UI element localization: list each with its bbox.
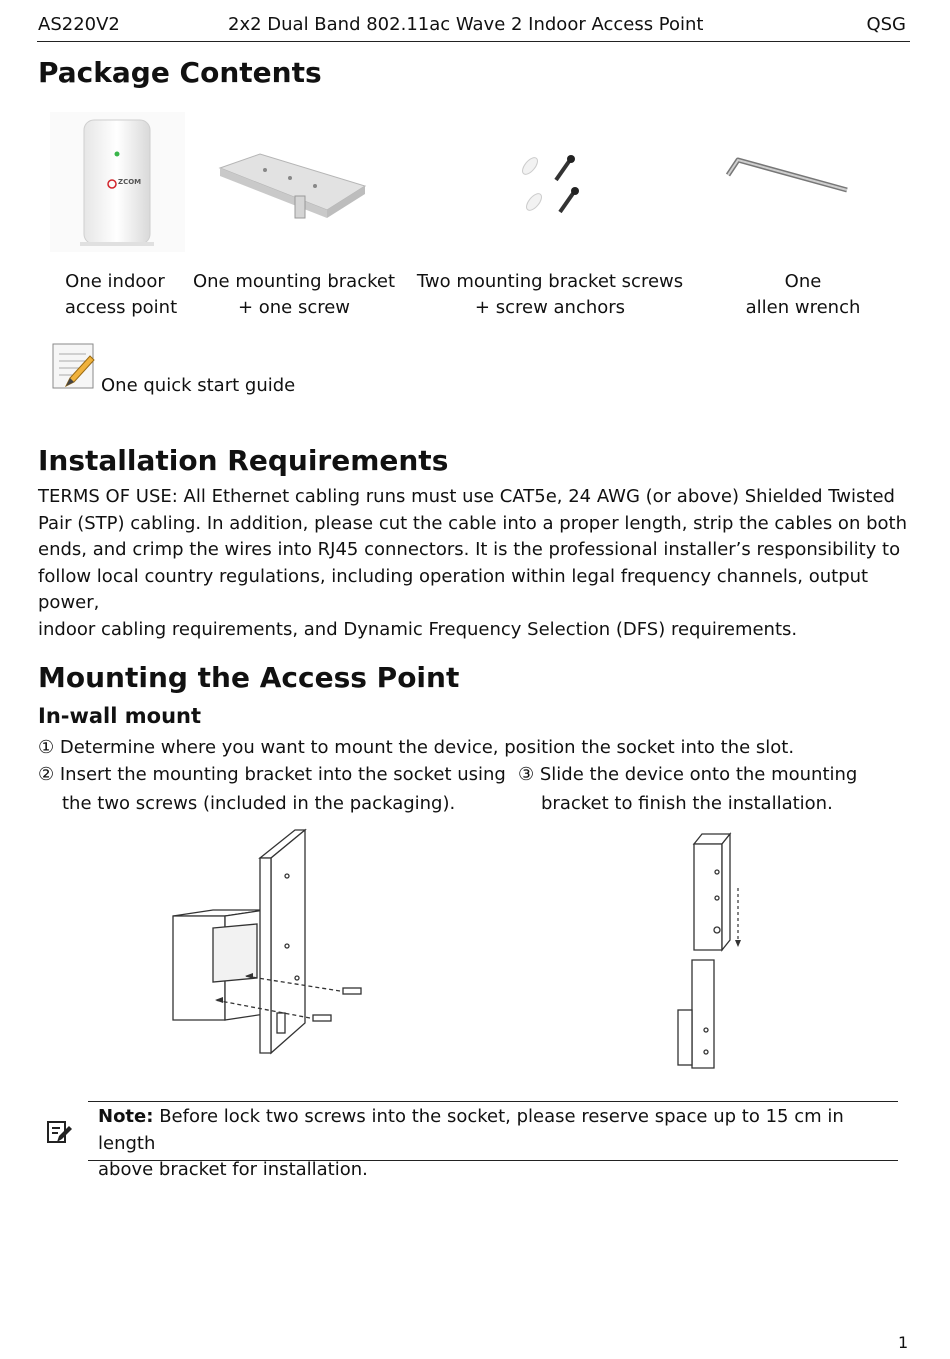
- in-wall-mount-subheading: In-wall mount: [38, 704, 202, 728]
- requirements-heading: Installation Requirements: [38, 444, 449, 477]
- note-line-2: above bracket for installation.: [98, 1159, 368, 1180]
- note-top-rule: [88, 1101, 898, 1102]
- mounting-bracket-image: [215, 148, 375, 228]
- caption-mounting-bracket: [188, 269, 400, 321]
- requirements-line: Pair (STP) cabling. In addition, please cut the cable into a proper length, strip the cables on both: [38, 512, 907, 534]
- page-number: 1: [898, 1333, 909, 1352]
- requirements-line: ends, and crimp the wires into RJ45 connectors. It is the professional installer’s responsibility to: [38, 539, 901, 560]
- step-2-line-1: ② Insert the mounting bracket into the socket using: [38, 764, 506, 785]
- note-text: [98, 1104, 898, 1184]
- caption-line: + one screw: [237, 297, 351, 318]
- header-model: AS220V2: [38, 14, 120, 35]
- caption-access-point: [40, 269, 190, 321]
- note-bottom-rule: [88, 1160, 898, 1161]
- requirements-text: [38, 484, 918, 643]
- requirements-line: TERMS OF USE: All Ethernet cabling runs must use CAT5e, 24 AWG (or above) Shielded Twisted: [38, 486, 895, 507]
- header-doc-type: QSG: [866, 14, 906, 35]
- caption-allen-wrench: [733, 269, 873, 321]
- step-1: ① Determine where you want to mount the device, position the socket into the slot.: [38, 737, 795, 758]
- quick-start-guide-label: One quick start guide: [101, 375, 296, 396]
- caption-line: + screw anchors: [474, 297, 626, 318]
- requirements-line: follow local country regulations, including operation within legal frequency channels, output power,: [38, 565, 869, 613]
- header-title: 2x2 Dual Band 802.11ac Wave 2 Indoor Access Point: [228, 14, 704, 35]
- bracket-installation-diagram: [165, 828, 380, 1058]
- screws-anchors-image: [518, 150, 588, 220]
- requirements-line: indoor cabling requirements, and Dynamic Frequency Selection (DFS) requirements.: [38, 618, 798, 640]
- package-heading: Package Contents: [38, 56, 322, 89]
- note-icon: [45, 1118, 73, 1146]
- caption-screws: [410, 269, 690, 321]
- caption-line: allen wrench: [745, 297, 861, 318]
- caption-line: One: [784, 271, 822, 292]
- mounting-heading: Mounting the Access Point: [38, 661, 460, 694]
- caption-line: One indoor: [65, 271, 165, 292]
- brand-logo-text: ZCOM: [118, 178, 142, 186]
- caption-line: Two mounting bracket screws: [416, 271, 684, 292]
- note-label: Note:: [98, 1106, 154, 1127]
- allen-wrench-image: [722, 155, 852, 200]
- caption-line: One mounting bracket: [192, 271, 396, 292]
- device-installation-diagram: [672, 830, 752, 1070]
- document-pencil-icon: [50, 342, 100, 392]
- step-3-line-1: ③ Slide the device onto the mounting: [518, 764, 858, 785]
- note-line-1: Before lock two screws into the socket, please reserve space up to 15 cm in length: [98, 1106, 844, 1154]
- caption-line: access point: [64, 297, 178, 318]
- step-3-line-2: bracket to finish the installation.: [541, 793, 833, 814]
- step-2-line-2: the two screws (included in the packaging).: [62, 793, 456, 814]
- header-rule: [37, 41, 910, 42]
- access-point-image: [50, 112, 185, 252]
